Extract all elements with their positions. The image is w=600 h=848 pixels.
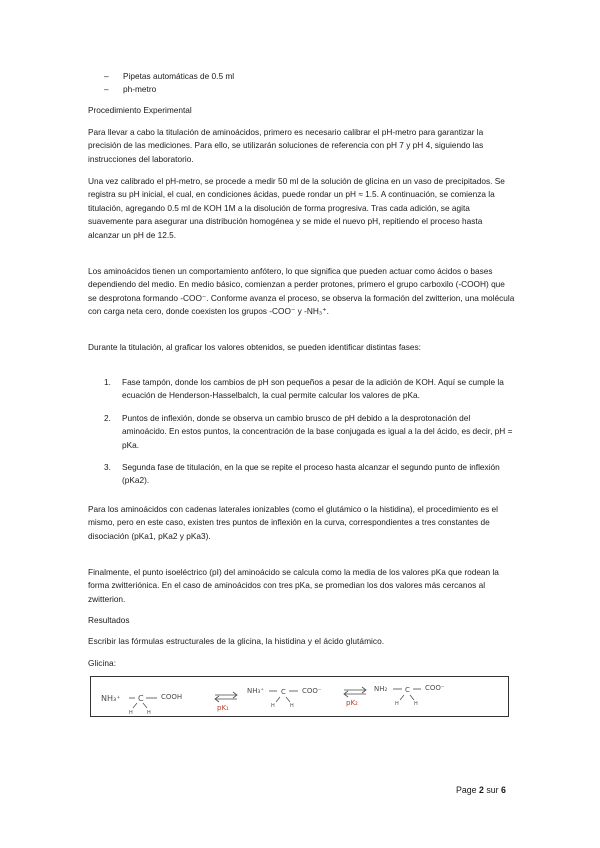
hydrogen: H xyxy=(147,710,151,716)
phase-number: 1. xyxy=(104,377,111,387)
phase-text: Segunda fase de titulación, en la que se repite el proceso hasta alcanzar el segundo punto de inflexión (pKa2). xyxy=(122,462,500,486)
nh3-group: NH₃⁺ xyxy=(247,687,265,695)
material-text: Pipetas automáticas de 0.5 ml xyxy=(123,71,235,81)
species-zwitterion xyxy=(247,687,322,709)
bond-line xyxy=(410,695,414,700)
paragraph-calibration: Para llevar a cabo la titulación de aminoácidos, primero es necesario calibrar el pH-metro para garantizar la precisión de las mediciones. Para ello, se utilizarán soluciones de referencia con pH 7 y pH 4, siguiendo las instrucciones del laboratorio. xyxy=(88,127,484,164)
page-number-footer xyxy=(456,785,506,795)
current-page: 2 xyxy=(479,785,484,795)
nh2-group: NH₂ xyxy=(374,685,388,693)
bond-line xyxy=(400,695,404,700)
material-text: ph-metro xyxy=(123,84,157,94)
paragraph-amphoteric: Los aminoácidos tienen un comportamiento anfótero, lo que significa que pueden actuar como ácidos o bases dependiendo del medio. En medio básico, comienzan a perder protones, primero el grupo carboxilo (-COOH) que se desprotona formando -COO⁻. Conforme avanza el proceso, se observa la formación del zwitterion, una molécula con carga neta cero, donde coexisten los grupos -COO⁻ y -NH₃⁺. xyxy=(88,266,515,317)
phase-item xyxy=(88,412,516,452)
phase-text: Fase tampón, donde los cambios de pH son pequeños a pesar de la adición de KOH. Aquí se cumple la ecuación de Henderson-Hasselbalch, la cual permite calcular los valores de pKa. xyxy=(122,377,504,401)
pk1-label: pK₁ xyxy=(217,704,229,712)
paragraph-phases-intro: Durante la titulación, al graficar los valores obtenidos, se pueden identificar distintas fases: xyxy=(88,342,421,352)
hydrogen: H xyxy=(395,701,399,707)
bond-line xyxy=(143,703,147,708)
footer-middle: sur xyxy=(483,785,502,795)
phase-item xyxy=(88,376,516,403)
hydrogen: H xyxy=(129,710,133,716)
carboxylate-group: COO⁻ xyxy=(425,684,445,692)
equilibrium-arrow-1 xyxy=(215,692,237,712)
paragraph-titration: Una vez calibrado el pH-metro, se procede a medir 50 ml de la solución de glicina en un vaso de precipitados. Se registra su pH inicial, el cual, en condiciones ácidas, puede rondar un pH ≈ 1.5. A continuación, se comienza la titulación, agregando 0.5 ml de KOH 1M a la disolución de forma progresiva. Tras cada adición, se agita suavemente para asegurar una distribución homogénea y se mide el nuevo pH, repitiendo el proceso hasta alcanzar un pH de 12.5. xyxy=(88,176,505,240)
footer-prefix: Page xyxy=(456,785,479,795)
carboxylate-group: COO⁻ xyxy=(302,687,322,695)
results-instruction: Escribir las fórmulas estructurales de la glicina, la histidina y el ácido glutámico. xyxy=(88,636,385,646)
alpha-carbon: C xyxy=(138,694,144,703)
handwritten-structures xyxy=(91,677,508,716)
alpha-carbon: C xyxy=(281,688,286,696)
species-anionic xyxy=(374,684,445,707)
bond-line xyxy=(133,703,137,708)
hydrogen: H xyxy=(414,701,418,707)
pk2-label: pK₂ xyxy=(346,699,358,707)
bond-line xyxy=(286,697,290,702)
phase-text: Puntos de inflexión, donde se observa un cambio brusco de pH debido a la desprotonación del aminoácido. En estos puntos, la concentración de la base conjugada es igual a la del ácido, es decir, pH = pKa. xyxy=(122,412,513,450)
alpha-carbon: C xyxy=(405,686,410,694)
equilibrium-arrow-2 xyxy=(344,687,366,707)
paragraph-isoelectric: Finalmente, el punto isoeléctrico (pI) del aminoácido se calcula como la media de los valores pKa que rodean la forma zwitteriónica. En el caso de aminoácidos con tres pKa, se promedian los dos valores más cercanos al zwitterion. xyxy=(88,567,499,604)
glycine-label: Glicina: xyxy=(88,658,117,668)
carboxyl-group: COOH xyxy=(161,693,183,701)
hydrogen: H xyxy=(271,703,275,709)
paragraph-side-chains: Para los aminoácidos con cadenas laterales ionizables (como el glutámico o la histidina), el procedimiento es el mismo, pero en este caso, existen tres puntos de inflexión en la curva, correspondientes a tres constantes de disociación (pKa1, pKa2 y pKa3). xyxy=(88,504,498,541)
phase-number: 2. xyxy=(104,412,111,423)
bullet-dash: – xyxy=(104,71,109,81)
phase-item xyxy=(88,461,516,488)
nh3-group: NH₃⁺ xyxy=(101,694,121,703)
phases-list xyxy=(88,376,516,488)
results-heading: Resultados xyxy=(88,615,130,625)
phase-number: 3. xyxy=(104,462,111,473)
bond-line xyxy=(276,697,280,702)
species-cationic xyxy=(101,693,182,716)
glycine-structure-figure xyxy=(90,676,509,717)
hydrogen: H xyxy=(290,703,294,709)
total-pages: 6 xyxy=(501,785,506,795)
bullet-dash: – xyxy=(104,84,109,94)
procedure-heading: Procedimiento Experimental xyxy=(88,105,192,115)
